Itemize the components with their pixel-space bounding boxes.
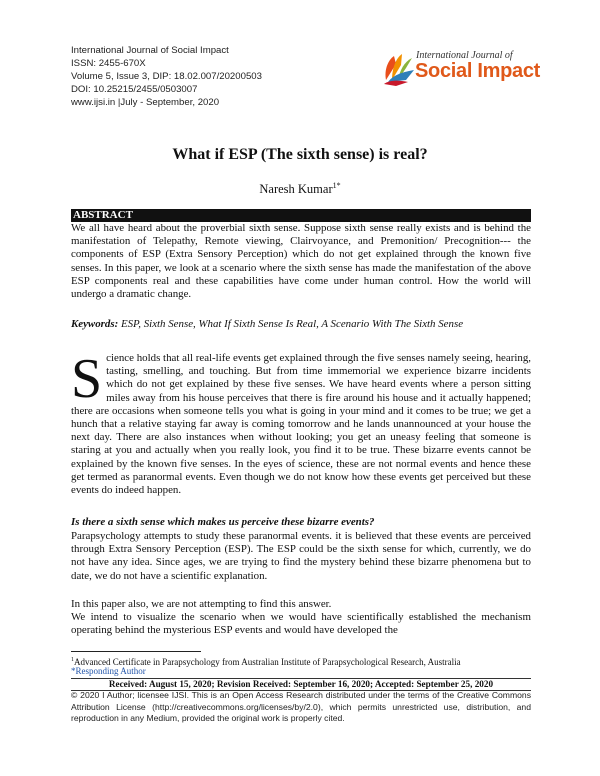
drop-cap: S [71,348,103,410]
keywords-line [71,318,531,330]
keywords-label: Keywords: [71,318,119,330]
section-paragraph-1: Parapsychology attempts to study these paranormal events. it is believed that these events are perceived through Extra Sensory Perception (ESP). The ESP could be the sixth sense for which, currently, we do not have any idea. Since ages, we are trying to find the mystery behind these bizarre phenomena but to date, we do not have a scientific explanation. [71,530,531,582]
intro-text: cience holds that all real-life events get explained through the five senses namely seeing, hearing, tasting, smelling, and touching. But from time immemorial we experience bizarre incidents which do not get explained by these five senses. We have heard events where a person sitting miles away from his house perceives that there is fire around his house and it actually happened; there are occasions when someone tells you what is going in your mind and it comes to be true; we get a hunch that a relative staying far away is coming tomorrow and he lands unannounced at your house the next day. There are also instances when without looking; you get an uneasy feeling that someone is staring at you and actually when you really look, you find it to be true. These bizarre events cannot be explained by the known five senses. In the eyes of science, these are not normal events and hence these get termed as paranormal events. Even though we do not know how these events get perceived but these events do indeed happen. [71,352,531,497]
footnote-text: Advanced Certificate in Parapsychology from Australian Institute of Parapsychological Research, Australia [74,657,461,667]
journal-logo [382,44,542,94]
intro-paragraph [71,348,531,497]
journal-name: International Journal of Social Impact [71,45,229,56]
footnote-divider [71,651,201,652]
author-mark: 1* [332,181,341,190]
section-paragraph-2: In this paper also, we are not attempting to find this answer. [71,598,332,610]
abstract-text: We all have heard about the proverbial sixth sense. Suppose sixth sense really exists and is behind the manifestation of Telepathy, Remote viewing, Clairvoyance, and Premonition/ Precognition--- the components of ESP (Extra Sensory Perception) which do not get explained through the known five senses. In this paper, we look at a scenario where the sixth sense has made the manifestation of the above ESP components real and these capabilities have come under human control. How the world will undergo a dramatic change. [71,222,531,301]
footnote-mark: 1 [71,657,74,663]
journal-website: www.ijsi.in |July - September, 2020 [71,97,220,108]
license-text: © 2020 I Author; licensee IJSI. This is an Open Access Research distributed under the terms of the Creative Commons Attribution License (http://creativecommons.org/licenses/by/2.0), which permits unrestricted use, distribution, and reproduction in any Medium, provided the original work is properly cited. [71,690,531,724]
journal-meta [71,44,262,109]
author-name: Naresh Kumar [259,182,333,197]
journal-doi: DOI: 10.25215/2455/0503007 [71,84,198,95]
keywords-text: ESP, Sixth Sense, What If Sixth Sense Is Real, A Scenario With The Sixth Sense [120,318,464,330]
section-heading: Is there a sixth sense which makes us perceive these bizarre events? [71,516,375,528]
journal-volume: Volume 5, Issue 3, DIP: 18.02.007/20200503 [71,71,262,82]
paper-title: What if ESP (The sixth sense) is real? [172,146,428,163]
responding-author-link[interactable]: *Responding Author [71,666,146,676]
received-dates: Received: August 15, 2020; Revision Received: September 16, 2020; Accepted: September 25, 2020 [71,678,531,691]
logo-subtitle: International Journal of [416,50,513,61]
logo-title: Social Impact [415,60,541,82]
section-paragraph-3: We intend to visualize the scenario when we would have scientifically established the mechanism operating behind the mysterious ESP events and would have developed the [71,611,531,637]
hands-logo-icon [382,50,416,86]
abstract-heading: ABSTRACT [71,209,531,222]
journal-issn: ISSN: 2455-670X [71,58,146,69]
author-line [0,181,600,197]
